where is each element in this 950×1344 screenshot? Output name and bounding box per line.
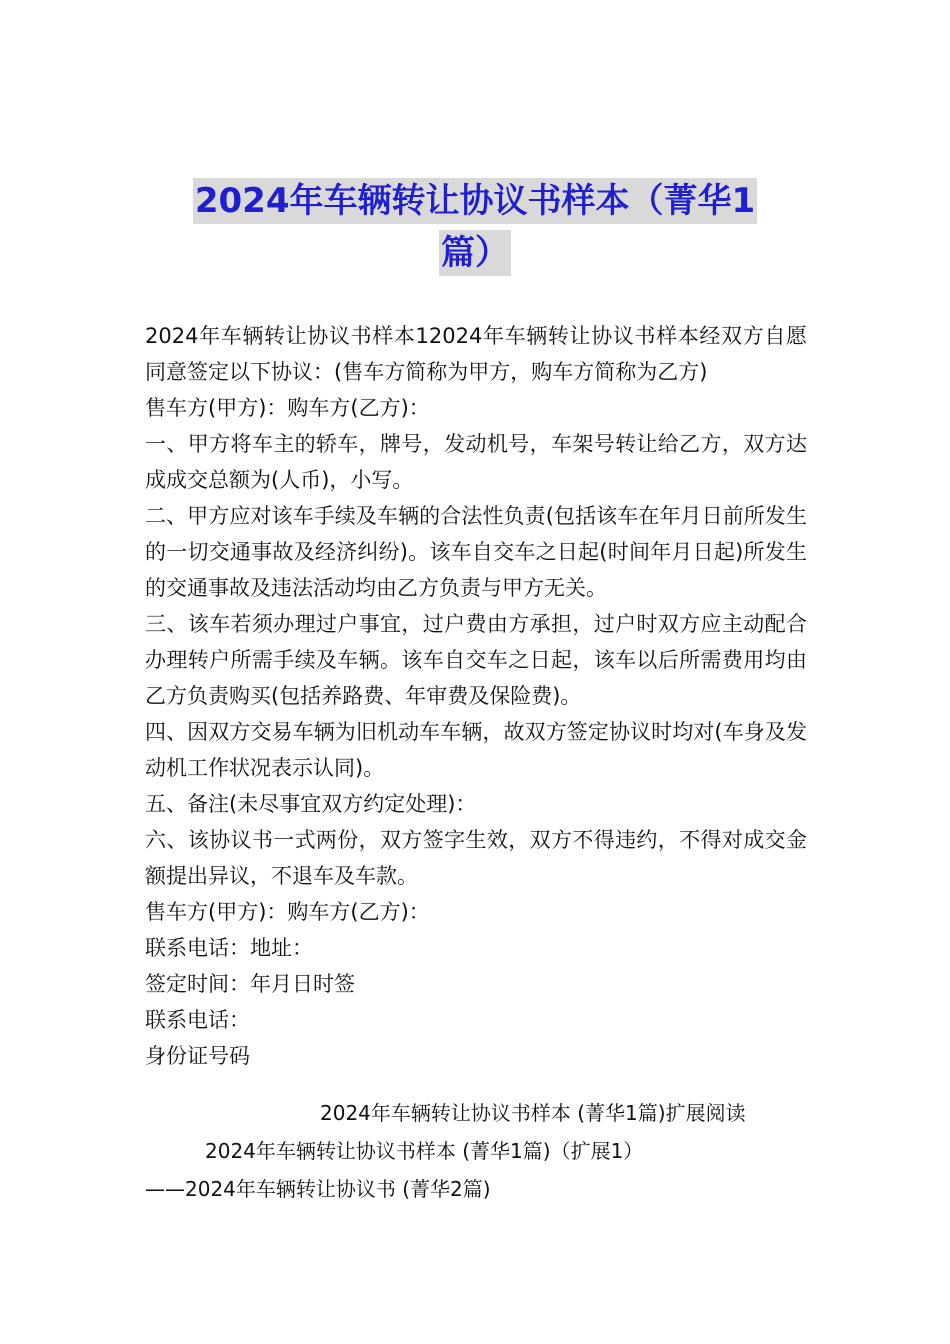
paragraph-sign-time: 签定时间：年月日时签 [145, 972, 355, 996]
paragraph-contact-address: 联系电话：地址： [145, 936, 313, 960]
paragraph-clause-5: 五、备注(未尽事宜双方约定处理)： [145, 792, 477, 816]
extension-link[interactable]: ——2024年车辆转让协议书 (菁华2篇) [145, 1177, 491, 1201]
paragraph-clause-6: 六、该协议书一式两份，双方签字生效，双方不得违约，不得对成交金额提出异议，不退车及车款。 [145, 828, 807, 888]
paragraph-id-number: 身份证号码 [145, 1044, 250, 1068]
title-line-2: 篇） [439, 230, 511, 276]
paragraph-clause-1: 一、甲方将车主的轿车，牌号，发动机号，车架号转让给乙方，双方达成成交总额为(人币)，小写。 [145, 432, 807, 492]
extension-subheading: 2024年车辆转让协议书样本 (菁华1篇)（扩展1） [205, 1139, 644, 1163]
paragraph-parties: 售车方(甲方)：购车方(乙方)： [145, 396, 430, 420]
paragraph-clause-2: 二、甲方应对该车手续及车辆的合法性负责(包括该车在年月日前所发生的一切交通事故及经济纠纷)。该车自交车之日起(时间年月日起)所发生的交通事故及违法活动均由乙方负责与甲方无关。 [145, 504, 807, 600]
paragraph-clause-4: 四、因双方交易车辆为旧机动车车辆，故双方签定协议时均对(车身及发动机工作状况表示认同)。 [145, 720, 807, 780]
paragraph-signatures: 售车方(甲方)：购车方(乙方)： [145, 900, 430, 924]
paragraph-clause-3: 三、该车若须办理过户事宜，过户费由方承担，过户时双方应主动配合办理转户所需手续及车辆。该车自交车之日起，该车以后所需费用均由乙方负责购买(包括养路费、年审费及保险费)。 [145, 612, 807, 708]
paragraph-contact-phone: 联系电话： [145, 1008, 250, 1032]
document-body [145, 318, 807, 1074]
paragraph-intro: 2024年车辆转让协议书样本12024年车辆转让协议书样本经双方自愿同意签定以下协议：(售车方简称为甲方，购车方简称为乙方) [145, 324, 807, 384]
extension-heading: 2024年车辆转让协议书样本 (菁华1篇)扩展阅读 [320, 1101, 746, 1125]
document-title [168, 178, 782, 276]
title-line-1: 2024年车辆转让协议书样本（菁华1 [193, 178, 757, 224]
